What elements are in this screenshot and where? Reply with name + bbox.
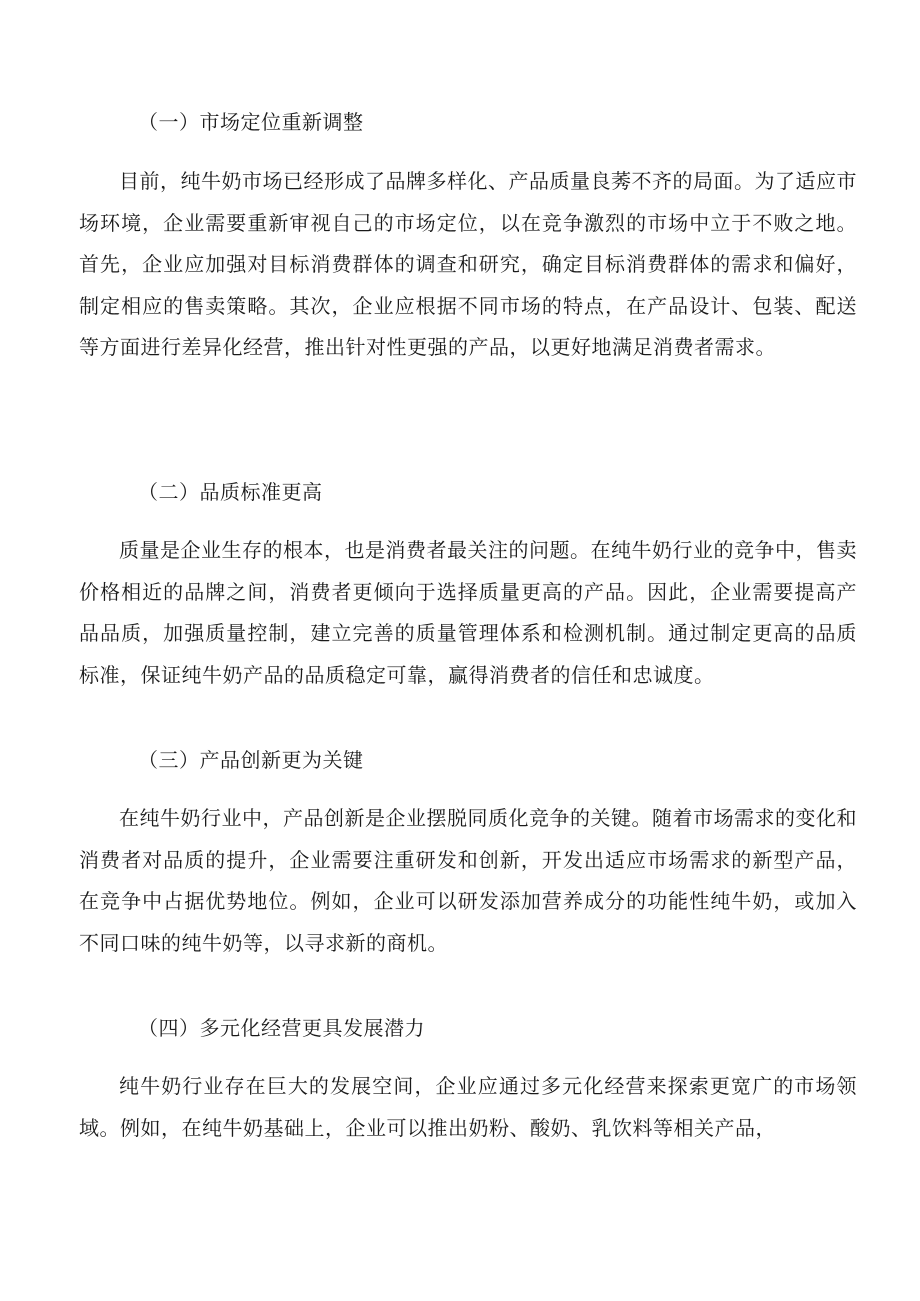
section-heading-3: （三）产品创新更为关键 xyxy=(138,748,364,772)
section-paragraph-1: 目前，纯牛奶市场已经形成了品牌多样化、产品质量良莠不齐的局面。为了适应市场环境，企业需要重新审视自己的市场定位，以在竞争激烈的市场中立于不败之地。首先，企业应加强对目标消费群体的调查和研究，确定目标消费群体的需求和偏好，制定相应的售卖策略。其次，企业应根据不同市场的特点，在产品设计、包装、配送等方面进行差异化经营，推出针对性更强的产品，以更好地满足消费者需求。 xyxy=(79,169,857,360)
section-heading-1: （一）市场定位重新调整 xyxy=(138,110,364,134)
section-heading-2: （二）品质标准更高 xyxy=(138,480,323,504)
section-paragraph-3: 在纯牛奶行业中，产品创新是企业摆脱同质化竞争的关键。随着市场需求的变化和消费者对品质的提升，企业需要注重研发和创新，开发出适应市场需求的新型产品，在竞争中占据优势地位。例如，企业可以研发添加营养成分的功能性纯牛奶，或加入不同口味的纯牛奶等，以寻求新的商机。 xyxy=(79,806,857,955)
section-paragraph-2: 质量是企业生存的根本，也是消费者最关注的问题。在纯牛奶行业的竞争中，售卖价格相近的品牌之间，消费者更倾向于选择质量更高的产品。因此，企业需要提高产品品质，加强质量控制，建立完善的质量管理体系和检测机制。通过制定更高的品质标准，保证纯牛奶产品的品质稳定可靠，赢得消费者的信任和忠诚度。 xyxy=(79,538,857,687)
section-heading-4: （四）多元化经营更具发展潜力 xyxy=(138,1016,425,1040)
section-paragraph-4: 纯牛奶行业存在巨大的发展空间，企业应通过多元化经营来探索更宽广的市场领域。例如，在纯牛奶基础上，企业可以推出奶粉、酸奶、乳饮料等相关产品， xyxy=(79,1074,857,1140)
